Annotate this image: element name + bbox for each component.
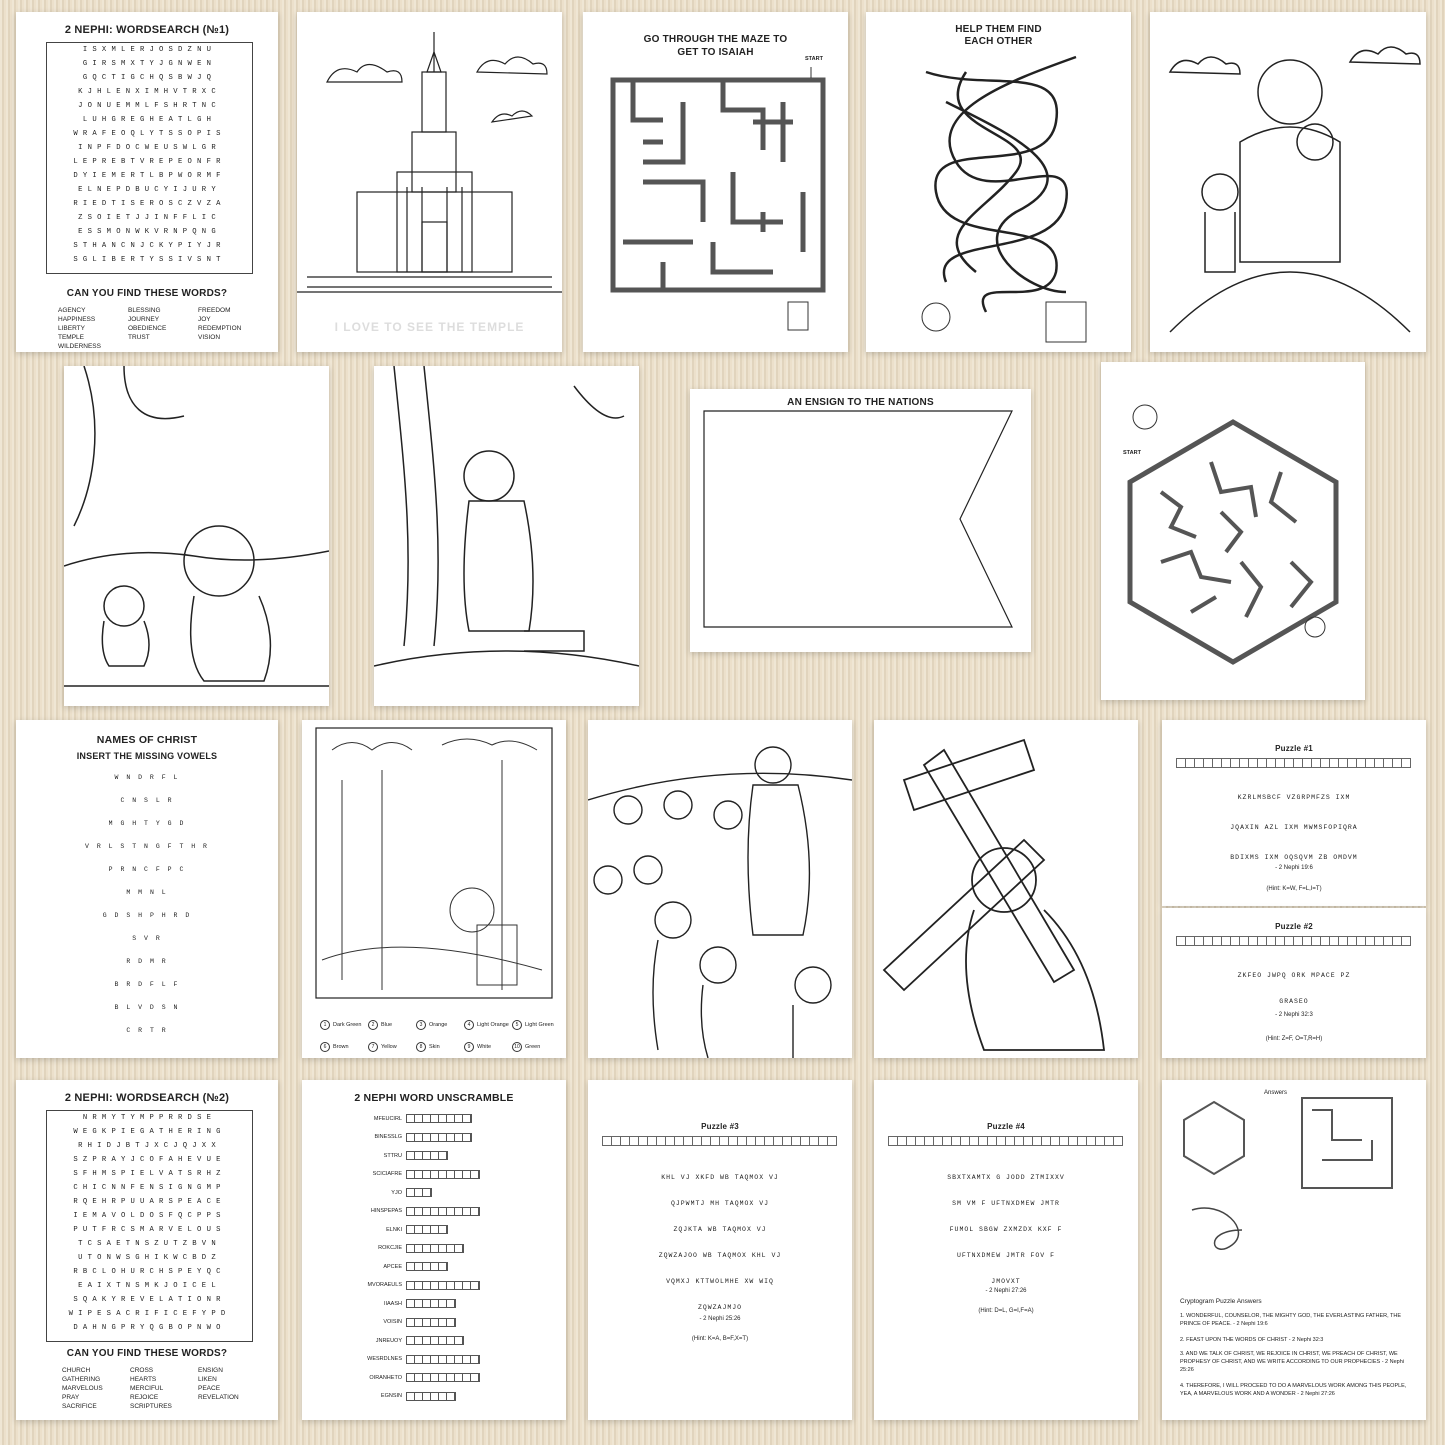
hex-maze-graphic	[1101, 362, 1365, 700]
puzzle-4-line-1: SBXTXAMTX G JODD ZTMIXXV	[947, 1174, 1065, 1181]
puzzle-1-line-3: BDIXMS IXM OQSQVM ZB OMDVM	[1230, 854, 1358, 861]
unscramble-item	[342, 1133, 532, 1142]
puzzle-4-reference: - 2 Nephi 27:26	[985, 1288, 1027, 1294]
answer-3: 3. AND WE TALK OF CHRIST, WE REJOICE IN CHRIST, WE PREACH OF CHRIST, WE PROPHESY OF CHRIST, AND WE WRITE ACCORDING TO OUR PROPHECIES - 2 Nephi 25:26	[1180, 1351, 1405, 1373]
word-list-col-3: ENSIGN LIKEN PEACE REVELATION	[198, 1367, 239, 1401]
puzzle-2-hint: (Hint: Z=F, O=T,R=H)	[1265, 1036, 1323, 1042]
answer-thumbnails	[1162, 1080, 1426, 1260]
wordsearch-row: WRAFEOQLYTSSOPIS	[73, 130, 226, 138]
maze-title-line-1: GO THROUGH THE MAZE TO	[643, 34, 788, 45]
hex-maze-start-label: START	[1123, 450, 1141, 456]
wordsearch-row: UTONWSGHIKWCBDZ	[78, 1254, 221, 1262]
puzzle-2-title: Puzzle #2	[1275, 922, 1313, 931]
puzzle-1-line-2: JQAXIN AZL IXM MWMSFOPIQRA	[1230, 824, 1358, 831]
scrambled-word: EGNSIN	[380, 1393, 402, 1400]
color-key-number: 1	[320, 1020, 330, 1030]
unscramble-item	[342, 1170, 532, 1179]
answer-boxes[interactable]	[406, 1262, 448, 1271]
color-key-number: 4	[464, 1020, 474, 1030]
puzzle-1-page	[1162, 720, 1426, 906]
scrambled-word: HINSPEPAS	[370, 1208, 402, 1215]
color-key-number: 3	[416, 1020, 426, 1030]
puzzle-2-reference: - 2 Nephi 32:3	[1275, 1012, 1313, 1018]
unscramble-page	[302, 1080, 566, 1420]
word-list-col-1: CHURCH GATHERING MARVELOUS PRAY SACRIFICE	[62, 1367, 103, 1410]
answer-boxes[interactable]	[406, 1114, 472, 1123]
leopard-lamb-page	[64, 366, 329, 706]
color-key-label: Green	[525, 1044, 541, 1050]
answer-boxes[interactable]	[406, 1151, 448, 1160]
ensign-flag-outline	[690, 389, 1031, 652]
color-key-number: 5	[512, 1020, 522, 1030]
color-key-label: White	[477, 1044, 492, 1050]
puzzle-3-line-6: ZQWZAJMJO	[697, 1304, 743, 1311]
scrambled-word: MFEUCIRL	[373, 1115, 402, 1122]
color-key-item	[416, 1042, 440, 1052]
scrambled-word: VOISIN	[383, 1319, 402, 1326]
wordsearch-row: ISXMLERJOSDZNU	[82, 46, 217, 54]
unscramble-item	[342, 1151, 532, 1160]
wordsearch-row: WEGKPIEGATHERING	[73, 1128, 226, 1136]
answer-boxes[interactable]	[406, 1318, 456, 1327]
answer-boxes[interactable]	[406, 1392, 456, 1401]
jesus-carrying-cross-illustration	[874, 720, 1138, 1058]
wordsearch-row: PUTFRCSMARVELOUS	[73, 1226, 226, 1234]
unscramble-item	[342, 1225, 532, 1234]
puzzle-3-title: Puzzle #3	[701, 1122, 739, 1131]
puzzle-2-page	[1162, 908, 1426, 1058]
vowel-word-row[interactable]: G D S H P H R D	[102, 912, 192, 919]
scrambled-word: STTRU	[383, 1152, 402, 1159]
scrambled-word: BINESSLG	[374, 1134, 402, 1141]
maze-title-line-2: GET TO ISAIAH	[677, 47, 754, 58]
page-title: 2 NEPHI: WORDSEARCH (№2)	[64, 1092, 230, 1104]
puzzle-4-title: Puzzle #4	[987, 1122, 1025, 1131]
maze-start-label: START	[805, 56, 823, 62]
vowel-word-row[interactable]: M G H T Y G D	[108, 820, 186, 827]
unscramble-item	[342, 1392, 532, 1401]
color-key-label: Dark Green	[333, 1022, 362, 1028]
puzzle-3-line-5: VQMXJ KTTWOLMHE XW WIQ	[666, 1278, 774, 1285]
answer-2: 2. FEAST UPON THE WORDS OF CHRIST - 2 Nephi 32:3	[1180, 1337, 1324, 1343]
jesus-teaching-page	[588, 720, 852, 1058]
wordsearch-grid	[46, 42, 253, 274]
color-key-number: 8	[416, 1042, 426, 1052]
answer-boxes[interactable]	[406, 1188, 432, 1197]
puzzle-1-reference: - 2 Nephi 19:6	[1275, 865, 1313, 871]
answer-boxes[interactable]	[406, 1244, 464, 1253]
answer-boxes[interactable]	[406, 1281, 480, 1290]
praying-boy-illustration	[374, 366, 639, 706]
words-heading: CAN YOU FIND THESE WORDS?	[66, 288, 228, 299]
answer-4: 4. THEREFORE, I WILL PROCEED TO DO A MARVELOUS WORK AMONG THIS PEOPLE, YEA, A MARVELOUS WORK AND A WONDER - 2 Nephi 27:26	[1180, 1383, 1407, 1397]
wordsearch-row: RHIDJBTJXCJQJXX	[78, 1142, 221, 1150]
word-list-col-2: CROSS HEARTS MERCIFUL REJOICE SCRIPTURES	[130, 1367, 172, 1410]
wordsearch-2-page	[16, 1080, 278, 1420]
wordsearch-row: GQCTIGCHQSBWJQ	[82, 74, 217, 82]
vowel-word-row[interactable]: V R L S T N G F T H R	[85, 843, 209, 850]
ensign-page	[690, 389, 1031, 652]
wordsearch-row: ESSMONWKVRNPQNG	[78, 228, 221, 236]
color-key-item	[368, 1042, 397, 1052]
answer-boxes[interactable]	[406, 1336, 464, 1345]
unscramble-item	[342, 1299, 532, 1308]
jesus-cross-page	[874, 720, 1138, 1058]
wordsearch-row: LEPREBTVREPEONFR	[73, 158, 226, 166]
unscramble-item	[342, 1281, 532, 1290]
unscramble-item	[342, 1114, 532, 1123]
puzzle-4-line-2: SM VM F UFTNXDMEW JMTR	[952, 1200, 1060, 1207]
wordsearch-row: SFHMSPIELVATSRHZ	[73, 1170, 226, 1178]
color-key-label: Orange	[429, 1022, 448, 1028]
jesus-with-children-illustration	[1150, 12, 1426, 352]
vowel-word-row[interactable]: M M N L	[126, 889, 168, 896]
color-key-number: 2	[368, 1020, 378, 1030]
puzzle-2-line-1: ZKFEO JWPQ ORK MPACE PZ	[1237, 972, 1351, 979]
hex-maze-page	[1101, 362, 1365, 700]
puzzle-3-page	[588, 1080, 852, 1420]
word-list-col-2: BLESSING JOURNEY OBEDIENCE TRUST	[128, 307, 167, 341]
wordsearch-row: SGLIBERTYSSIVSNT	[73, 256, 226, 264]
ensign-title: AN ENSIGN TO THE NATIONS	[787, 397, 934, 408]
temple-caption: I LOVE TO SEE THE TEMPLE	[334, 320, 525, 334]
wordsearch-row: CHICNNFENSIGNGMP	[73, 1184, 226, 1192]
color-key-label: Light Green	[525, 1022, 554, 1028]
wordsearch-row: SZPRAYJCOFAHEVUE	[73, 1156, 226, 1164]
jesus-children-page	[1150, 12, 1426, 352]
unscramble-item	[342, 1355, 532, 1364]
color-key-item	[320, 1042, 349, 1052]
answers-page	[1162, 1080, 1426, 1420]
unscramble-item	[342, 1262, 532, 1271]
temple-coloring-page	[297, 12, 562, 352]
maze-isaiah-page	[583, 12, 848, 352]
wordsearch-row: LUHGREGHEATLGH	[82, 116, 217, 124]
tangle-title-line-2: EACH OTHER	[964, 36, 1033, 47]
unscramble-item	[342, 1373, 532, 1382]
wordsearch-row: INPFDOCWEUSWLGR	[78, 144, 221, 152]
wordsearch-row: KJHLENXIMHVTRXC	[78, 88, 221, 96]
wordsearch-row: DAHNGPRYQGBOPNWO	[73, 1324, 226, 1332]
answer-boxes[interactable]	[406, 1133, 472, 1142]
scrambled-word: ROKCJIE	[378, 1245, 402, 1252]
vowel-word-row[interactable]: C R T R	[126, 1027, 168, 1034]
puzzle-4-line-3: FUMOL SBGW ZXMZDX KXF F	[949, 1226, 1063, 1233]
answer-boxes[interactable]	[406, 1355, 480, 1364]
puzzle-1-line-1: KZRLMSBCF VZGRPMFZS IXM	[1237, 794, 1351, 801]
scrambled-word: YJO	[391, 1189, 402, 1196]
color-key-item	[416, 1020, 447, 1030]
puzzle-3-key	[588, 1136, 852, 1148]
unscramble-item	[342, 1336, 532, 1345]
unscramble-item	[342, 1318, 532, 1327]
vowel-word-row[interactable]: P R N C F P C	[108, 866, 186, 873]
answer-boxes[interactable]	[406, 1225, 448, 1234]
answer-boxes[interactable]	[406, 1373, 480, 1382]
vowel-word-row[interactable]: S V R	[132, 935, 162, 942]
color-key-item	[464, 1042, 491, 1052]
wordsearch-row: RIEDTISEROSCZVZA	[73, 200, 226, 208]
color-key-item	[368, 1020, 392, 1030]
word-list-col-1: AGENCY HAPPINESS LIBERTY TEMPLE WILDERNESS	[58, 307, 101, 350]
color-key-label: Brown	[333, 1044, 349, 1050]
vowels-title: NAMES OF CHRIST	[96, 734, 198, 746]
unscramble-item	[342, 1244, 532, 1253]
scrambled-word: SCICIAFRE	[372, 1171, 402, 1178]
scrambled-word: JNREUOY	[375, 1337, 402, 1344]
vowel-word-row[interactable]: W N D R F L	[114, 774, 180, 781]
wordsearch-row: GIRSMXTYJGNWEN	[82, 60, 217, 68]
wordsearch-row: JONUEMMLFSHRTNC	[78, 102, 221, 110]
scrambled-word: ELNKI	[386, 1226, 402, 1233]
puzzle-2-line-2: GRASEO	[1279, 998, 1309, 1005]
wordsearch-1-page	[16, 12, 278, 352]
vowel-word-row[interactable]: B R D F L F	[114, 981, 180, 988]
color-key-number: 7	[368, 1042, 378, 1052]
wordsearch-grid	[46, 1110, 253, 1342]
tangle-title-line-1: HELP THEM FIND	[955, 24, 1042, 35]
cryptogram-answers-title: Cryptogram Puzzle Answers	[1180, 1298, 1262, 1305]
word-list-col-3: FREEDOM JOY REDEMPTION VISION	[198, 307, 242, 341]
color-key-number: 6	[320, 1042, 330, 1052]
scrambled-word: IIAASH	[383, 1300, 402, 1307]
wordsearch-row: STHANCNJCKYPIYJR	[73, 242, 226, 250]
wordsearch-row: RBCLOHURCHSPEYQC	[73, 1268, 226, 1276]
color-key-label: Light Orange	[477, 1022, 509, 1028]
maze-graphic	[583, 12, 848, 352]
puzzle-2-key	[1162, 936, 1426, 948]
color-by-number-page	[302, 720, 566, 1058]
puzzle-3-line-2: QJPWMTJ MH TAQMOX VJ	[670, 1200, 769, 1207]
names-of-christ-page	[16, 720, 278, 1058]
color-key-item	[512, 1020, 554, 1030]
answers-title: Answers	[1264, 1090, 1288, 1096]
wordsearch-row: ELNEPDBUCYIJURY	[78, 186, 221, 194]
tangle-lines	[866, 12, 1131, 352]
scrambled-word: OIRANHETO	[369, 1374, 402, 1381]
puzzle-3-reference: - 2 Nephi 25:26	[699, 1316, 741, 1322]
color-key-item	[320, 1020, 361, 1030]
vowel-word-row[interactable]: C N S L R	[120, 797, 174, 804]
color-key-item	[512, 1042, 540, 1052]
answer-boxes[interactable]	[406, 1207, 480, 1216]
tangle-page	[866, 12, 1131, 352]
wordsearch-row: ZSOIETJJINFFLIC	[78, 214, 221, 222]
answer-boxes[interactable]	[406, 1170, 480, 1179]
jesus-teaching-illustration	[588, 720, 852, 1058]
words-heading: CAN YOU FIND THESE WORDS?	[66, 1348, 228, 1359]
wordsearch-row: TCSAETNSZUTZBVN	[78, 1240, 221, 1248]
praying-boy-page	[374, 366, 639, 706]
wordsearch-row: RQEHRPUUARSPEACE	[73, 1198, 226, 1206]
puzzle-1-key	[1162, 758, 1426, 770]
unscramble-item	[342, 1207, 532, 1216]
temple-illustration	[297, 12, 562, 352]
puzzle-4-key	[874, 1136, 1138, 1148]
wordsearch-row: WIPESACRIFICEFYPD	[68, 1310, 231, 1318]
scrambled-word: WESRDLNES	[367, 1356, 402, 1363]
color-key-number: 10	[512, 1042, 522, 1052]
wordsearch-row: SQAKYREVELATIONR	[73, 1296, 226, 1304]
wordsearch-row: EAIXTNSMKJOICEL	[78, 1282, 221, 1290]
puzzle-4-line-4: UFTNXDMEW JMTR FOV F	[956, 1252, 1055, 1259]
puzzle-3-line-4: ZQWZAJOO WB TAQMOX KHL VJ	[658, 1252, 782, 1259]
color-key-label: Skin	[429, 1044, 440, 1050]
puzzle-3-line-3: ZQJKTA WB TAQMOX VJ	[673, 1226, 767, 1233]
wordsearch-row: IEMAVOLDOSFQCPPS	[73, 1212, 226, 1220]
scrambled-word: APCEE	[383, 1263, 402, 1270]
puzzle-1-hint: (Hint: K=W, F=L,I=T)	[1266, 886, 1322, 892]
puzzle-4-page	[874, 1080, 1138, 1420]
vowels-subtitle: INSERT THE MISSING VOWELS	[76, 751, 218, 761]
page-title: 2 NEPHI: WORDSEARCH (№1)	[64, 24, 230, 36]
color-key-label: Blue	[381, 1022, 393, 1028]
answer-1: 1. WONDERFUL, COUNSELOR, THE MIGHTY GOD, THE EVERLASTING FATHER, THE PRINCE OF PEACE. - 2 Nephi 19:6	[1180, 1313, 1402, 1327]
wordsearch-row: DYIEMERTLBPWORMF	[73, 172, 226, 180]
puzzle-4-hint: (Hint: D=L, G=I,F=A)	[978, 1308, 1034, 1314]
color-key-number: 9	[464, 1042, 474, 1052]
answer-boxes[interactable]	[406, 1299, 456, 1308]
wordsearch-row: NRMYTYMPPRRDSE	[82, 1114, 217, 1122]
leopard-and-lamb-illustration	[64, 366, 329, 706]
vowel-word-row[interactable]: B L V D S N	[114, 1004, 180, 1011]
scrambled-word: MVORAEULS	[367, 1282, 402, 1289]
puzzle-3-line-1: KHL VJ XKFD WB TAQMOX VJ	[661, 1174, 779, 1181]
puzzle-4-line-5: JMOVXT	[991, 1278, 1021, 1285]
puzzle-3-hint: (Hint: K=A, B=F,X=T)	[691, 1336, 749, 1342]
puzzle-1-title: Puzzle #1	[1275, 744, 1313, 753]
color-key-label: Yellow	[381, 1044, 397, 1050]
vowel-word-row[interactable]: R D M R	[126, 958, 168, 965]
unscramble-item	[342, 1188, 532, 1197]
unscramble-title: 2 NEPHI WORD UNSCRAMBLE	[354, 1092, 514, 1104]
color-by-number-illustration	[302, 720, 566, 1010]
color-key-item	[464, 1020, 509, 1030]
